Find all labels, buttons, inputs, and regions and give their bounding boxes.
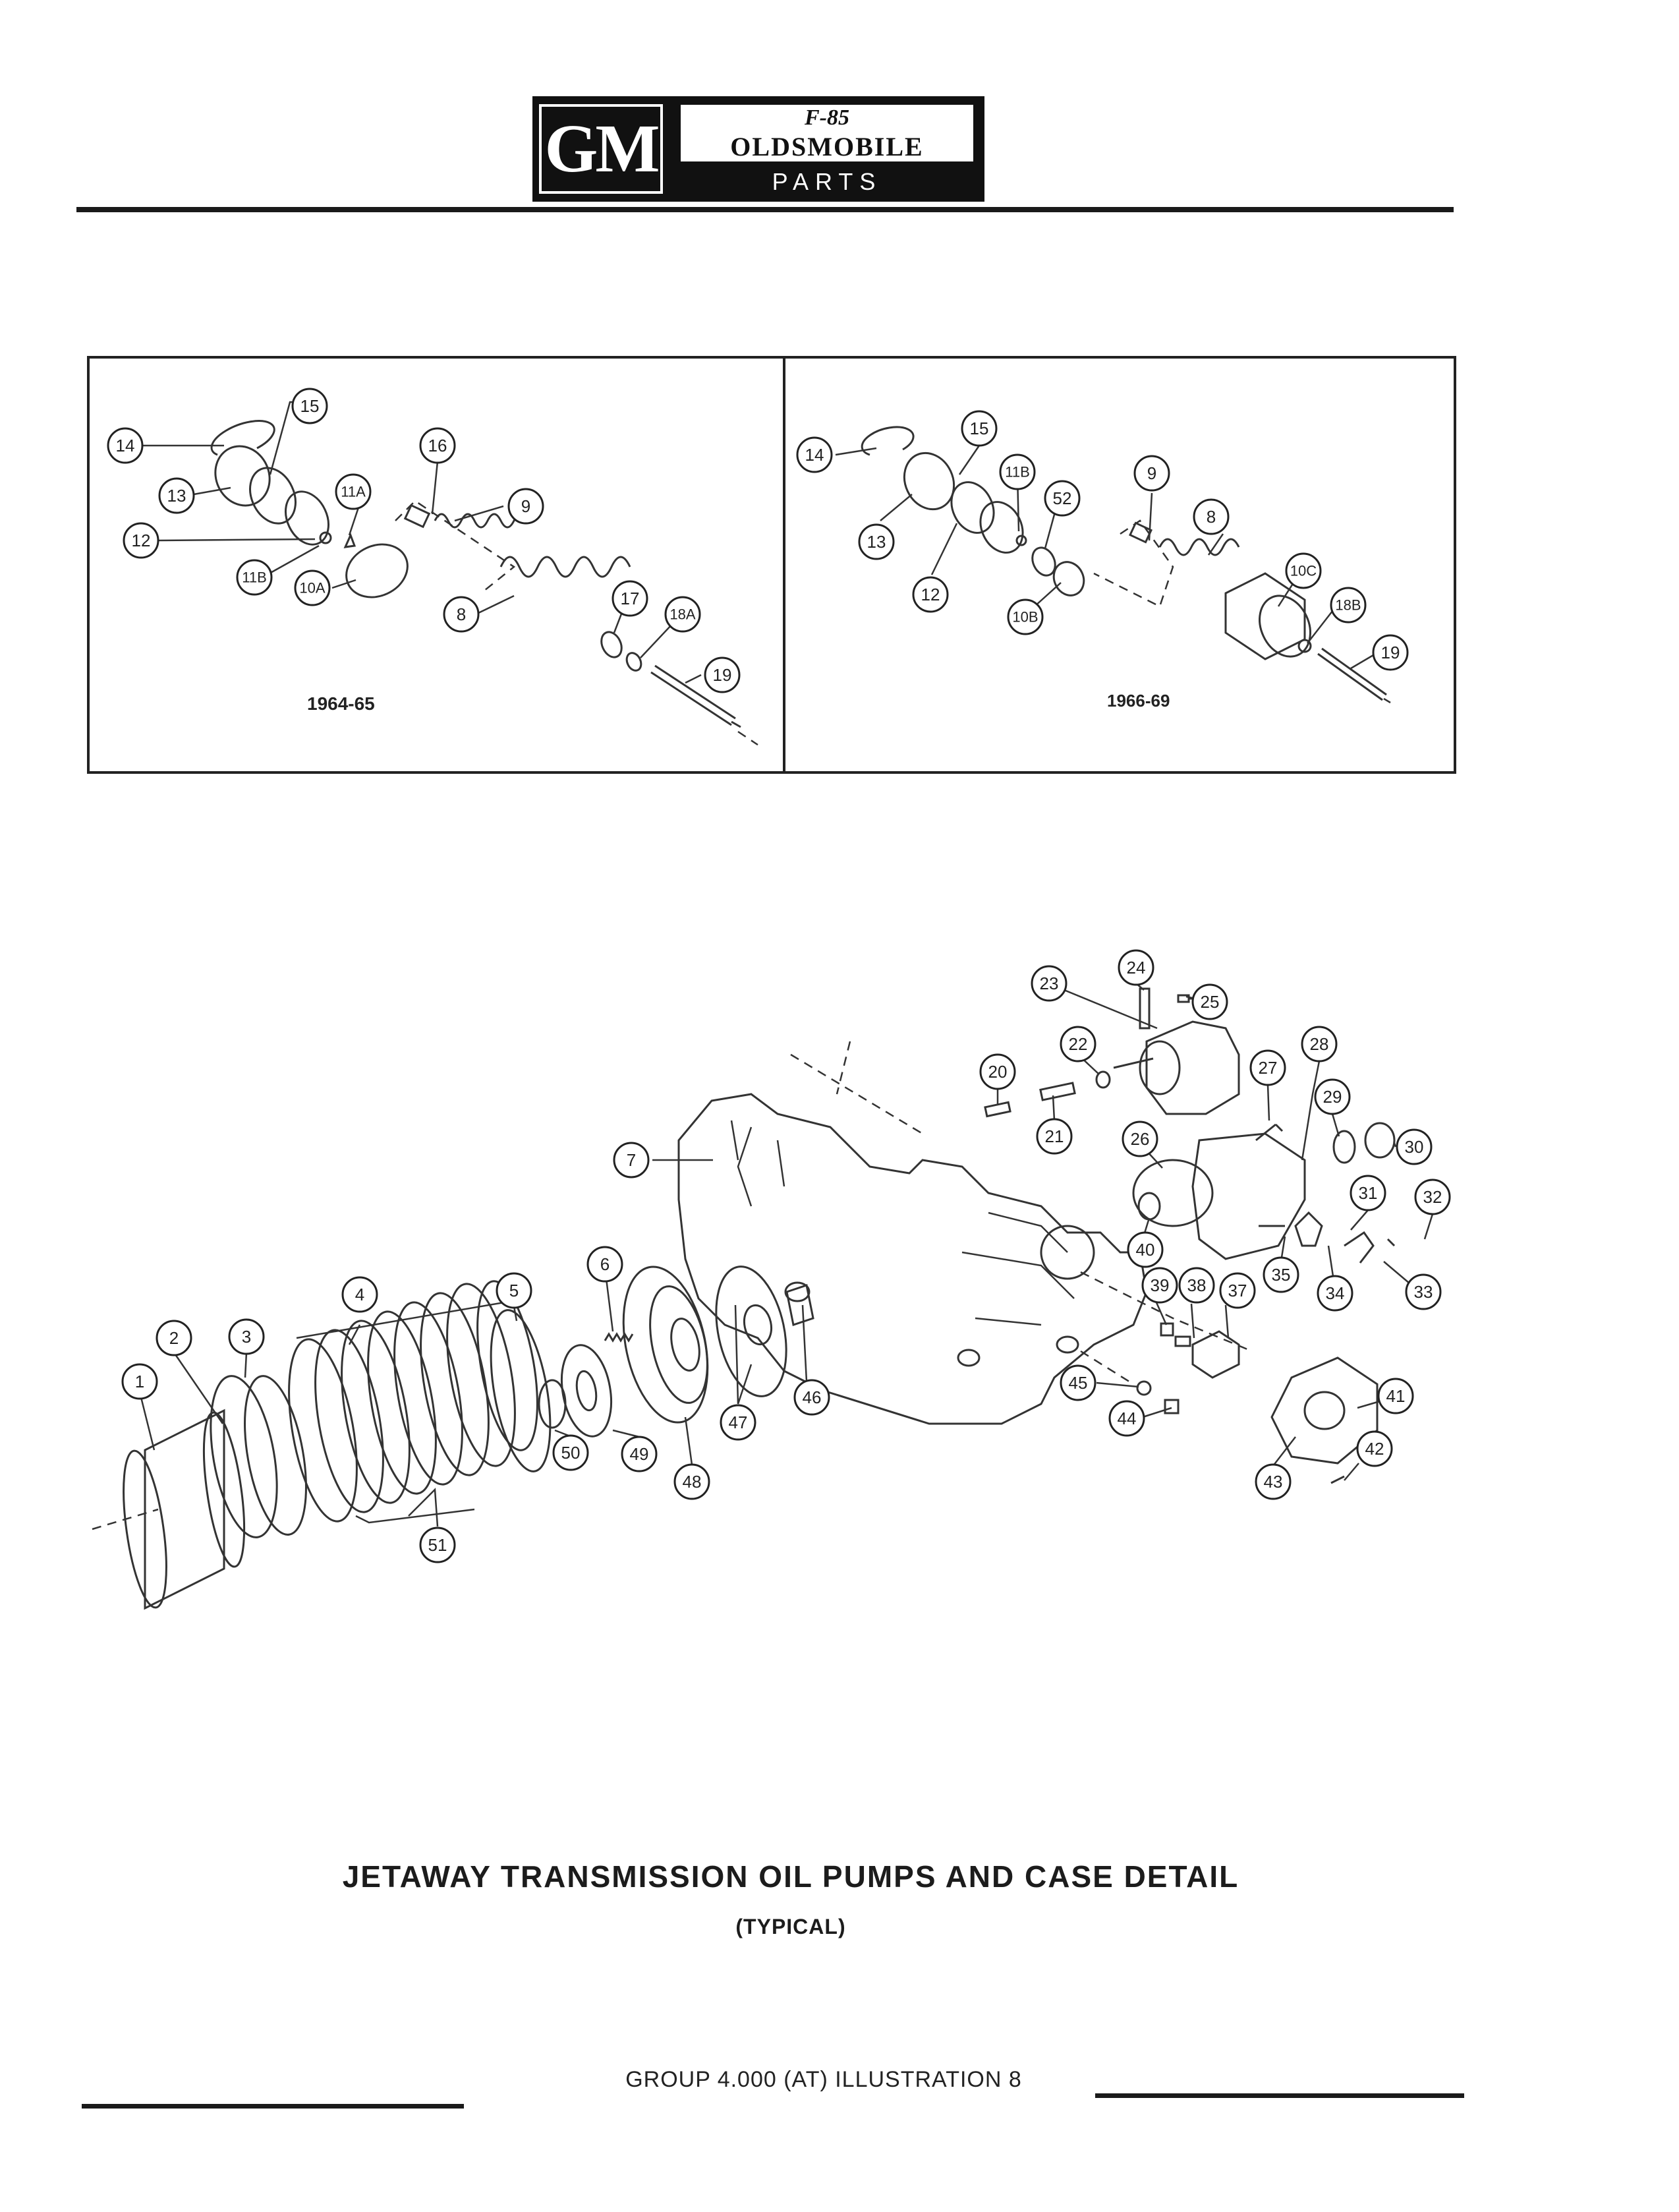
callout	[721, 1405, 755, 1440]
callout	[1008, 600, 1042, 634]
footer-rule-right	[1095, 2093, 1464, 2098]
callout-label: 43	[1263, 1472, 1283, 1492]
callout-label: 16	[428, 436, 447, 455]
callout-label: 34	[1325, 1283, 1345, 1303]
callout-label: 32	[1423, 1187, 1442, 1207]
callout-label: 21	[1044, 1126, 1064, 1146]
callout-label: 35	[1271, 1265, 1291, 1285]
callout-label: 15	[969, 419, 989, 438]
callout-label: 19	[712, 665, 732, 685]
callout	[795, 1380, 829, 1414]
callout-label: 47	[728, 1412, 748, 1432]
callout	[1379, 1379, 1413, 1413]
callout-label: 4	[355, 1285, 365, 1304]
callout-label: 29	[1323, 1087, 1342, 1107]
callout	[1264, 1258, 1298, 1292]
callout-label: 1	[134, 1372, 145, 1391]
callout	[336, 475, 370, 509]
callout-label: 26	[1130, 1129, 1150, 1149]
callout-label: 15	[300, 396, 320, 416]
callout	[675, 1465, 709, 1499]
callout	[1397, 1130, 1431, 1164]
callout-label: 17	[620, 589, 640, 608]
callout-label: 13	[167, 486, 186, 506]
callout-label: 46	[802, 1387, 822, 1407]
callout-label: 3	[241, 1327, 252, 1347]
callout	[293, 389, 327, 423]
callout	[343, 1277, 377, 1312]
inset-right-caption: 1966-69	[1107, 691, 1170, 711]
callout-label: 28	[1309, 1034, 1329, 1054]
callout-label: 11B	[1005, 463, 1030, 480]
footer-rule-left	[82, 2104, 464, 2109]
logo-catalogue: PARTS	[772, 168, 882, 195]
callout	[1119, 950, 1153, 985]
callout-label: 30	[1404, 1137, 1424, 1157]
callout	[705, 658, 739, 692]
callout-label: 14	[805, 445, 824, 465]
callout	[420, 428, 455, 463]
logo-make: OLDSMOBILE	[730, 132, 924, 161]
callout-label: 39	[1150, 1275, 1170, 1295]
callout	[1194, 500, 1228, 534]
callout	[1302, 1027, 1336, 1061]
callout-label: 8	[1206, 507, 1216, 527]
callout-label: 9	[521, 496, 531, 516]
callout	[1143, 1268, 1177, 1302]
callout	[295, 571, 329, 605]
page-subtitle: (TYPICAL)	[735, 1915, 846, 1938]
callout-label: 18B	[1335, 597, 1361, 614]
callout-label: 10B	[1012, 608, 1039, 626]
callout-label: 45	[1068, 1373, 1088, 1393]
callout-label: 12	[131, 531, 151, 550]
callout	[614, 1143, 648, 1177]
callout	[497, 1273, 531, 1308]
callout-label: 18A	[669, 606, 696, 623]
footer-text: GROUP 4.000 (AT) ILLUSTRATION 8	[625, 2067, 1022, 2092]
callout-label: 5	[509, 1281, 519, 1300]
logo-model: F-85	[805, 105, 849, 130]
callout	[913, 577, 948, 612]
callout	[1318, 1276, 1352, 1310]
callout	[981, 1055, 1015, 1089]
callout	[1110, 1401, 1144, 1436]
callout	[444, 597, 478, 631]
callout-label: 24	[1126, 958, 1146, 977]
callout-label: 40	[1135, 1240, 1155, 1260]
callout	[1286, 554, 1321, 588]
inset-left-frame	[88, 357, 784, 772]
callout-label: 48	[682, 1472, 702, 1492]
callout-label: 9	[1147, 463, 1157, 483]
callout	[1415, 1180, 1450, 1214]
callout	[1331, 588, 1365, 622]
callout	[859, 525, 894, 559]
callout	[124, 523, 158, 558]
callout-label: 49	[629, 1444, 649, 1464]
page-title: JETAWAY TRANSMISSION OIL PUMPS AND CASE DETAIL	[342, 1859, 1239, 1894]
callout	[1220, 1273, 1255, 1308]
callout-label: 41	[1386, 1386, 1406, 1406]
callout-label: 14	[115, 436, 135, 455]
callout	[1193, 985, 1227, 1019]
callout-label: 12	[921, 585, 940, 604]
callout	[613, 581, 647, 616]
callout-label: 22	[1068, 1034, 1088, 1054]
callout	[237, 560, 271, 595]
callout	[1000, 455, 1035, 489]
callout	[1061, 1366, 1095, 1400]
callout-label: 23	[1039, 974, 1059, 993]
callout	[1256, 1465, 1290, 1499]
callout-label: 50	[561, 1443, 581, 1463]
callout	[797, 438, 832, 472]
callout	[666, 597, 700, 631]
callout	[1045, 481, 1079, 515]
callout-label: 10A	[299, 579, 326, 597]
callout-label: 27	[1258, 1058, 1278, 1078]
callout-label: 37	[1228, 1281, 1247, 1300]
callout	[1123, 1122, 1157, 1156]
callout	[1032, 966, 1066, 1001]
callout	[123, 1364, 157, 1399]
callout-label: 8	[456, 604, 467, 624]
callout-label: 42	[1365, 1439, 1384, 1459]
callout	[420, 1528, 455, 1562]
gm-logo-text: GM	[544, 111, 658, 187]
callout	[588, 1247, 622, 1281]
inset-left-parts	[206, 421, 758, 745]
callout-label: 19	[1380, 643, 1400, 662]
callout	[108, 428, 142, 463]
callout	[159, 479, 194, 513]
callout-label: 6	[600, 1254, 610, 1274]
callout-label: 20	[988, 1062, 1008, 1082]
callout	[1037, 1119, 1071, 1153]
callout	[1373, 635, 1408, 670]
callout-label: 11A	[341, 483, 366, 500]
callout-label: 44	[1117, 1409, 1137, 1428]
callout-label: 13	[867, 532, 886, 552]
callout-label: 31	[1358, 1183, 1378, 1203]
callout	[1180, 1268, 1214, 1302]
callout	[1315, 1080, 1350, 1114]
callout	[229, 1320, 264, 1354]
callout	[962, 411, 996, 446]
callout-label: 52	[1052, 488, 1072, 508]
callout-label: 25	[1200, 992, 1220, 1012]
callout	[509, 489, 543, 523]
callout-label: 33	[1413, 1282, 1433, 1302]
callout-label: 11B	[242, 569, 267, 586]
callout-label: 10C	[1290, 562, 1317, 579]
callout-label: 51	[428, 1535, 447, 1555]
callouts-main	[123, 950, 1450, 1562]
callout-label: 38	[1187, 1275, 1207, 1295]
callout	[622, 1437, 656, 1471]
callout	[157, 1321, 191, 1355]
callout	[1251, 1051, 1285, 1085]
callout	[1135, 456, 1169, 490]
inset-left-caption: 1964-65	[307, 693, 375, 714]
callout-label: 7	[626, 1150, 637, 1170]
callout	[554, 1436, 588, 1470]
callout	[1351, 1176, 1385, 1210]
callout	[1128, 1233, 1162, 1267]
callout	[1061, 1027, 1095, 1061]
callout-label: 2	[169, 1328, 179, 1348]
callout	[1406, 1275, 1440, 1309]
callout	[1357, 1432, 1392, 1466]
